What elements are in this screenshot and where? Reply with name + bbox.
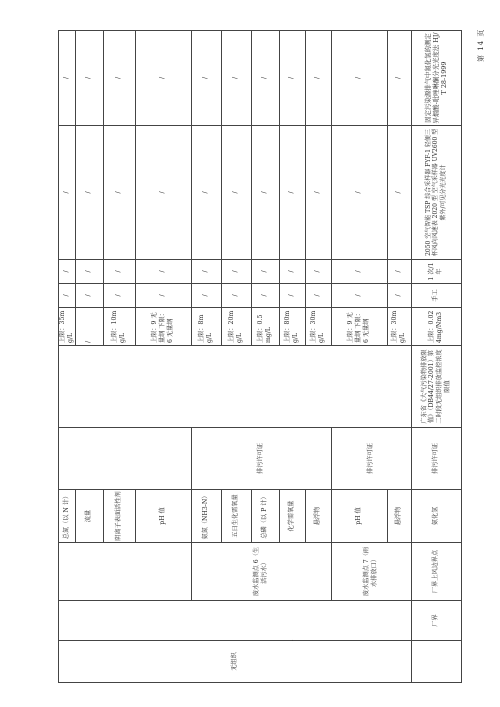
license-cell <box>59 428 192 490</box>
mode-cell: / <box>135 284 191 308</box>
freq-cell: / <box>305 260 331 284</box>
item-cell: 氨化氢 <box>411 490 461 543</box>
method-cell: / <box>191 31 221 126</box>
freq-cell: / <box>279 260 305 284</box>
item-cell: 悬浮物 <box>305 490 331 543</box>
point-cell: 废水监测点 7（雨水排放口） <box>331 543 411 601</box>
item-cell: 化学需氧量 <box>279 490 305 543</box>
mode-cell: / <box>387 284 411 308</box>
device-cell: / <box>387 126 411 260</box>
item-cell: pH 值 <box>135 490 191 543</box>
mode-cell: / <box>279 284 305 308</box>
device-cell: / <box>279 126 305 260</box>
method-cell: / <box>221 31 251 126</box>
device-cell: / <box>305 126 331 260</box>
freq-cell: / <box>251 260 279 284</box>
footer-label: 无组织 <box>59 641 412 683</box>
method-cell: / <box>387 31 411 126</box>
device-cell: / <box>191 126 221 260</box>
mode-cell: / <box>251 284 279 308</box>
method-cell: / <box>305 31 331 126</box>
freq-cell: / <box>191 260 221 284</box>
mode-cell: 手工 <box>411 284 461 308</box>
limit-cell: 上限：80mg/L <box>279 308 305 346</box>
unit-cell <box>59 601 412 641</box>
mode-cell: / <box>305 284 331 308</box>
limit-cell: 上限：9 无量纲 下限：6 无量纲 <box>135 308 191 346</box>
unit-cell: 厂界 <box>411 601 461 641</box>
point-cell: 废水监测点 6（生活污水） <box>191 543 331 601</box>
std-cell: 广东省《大气污染物排放限值》（DB44/27-2001）第二时段无组织排放监控浓度限值 <box>411 346 461 428</box>
method-cell: / <box>251 31 279 126</box>
limit-cell: 上限：35mg/L <box>59 308 76 346</box>
item-cell: 阴离子表面活性剂 <box>103 490 135 543</box>
mode-cell: / <box>331 284 387 308</box>
freq-cell: / <box>75 260 103 284</box>
std-cell <box>59 346 412 428</box>
monitoring-table <box>58 30 462 683</box>
limit-cell: 上限：0.024mg/Nm3 <box>411 308 461 346</box>
device-cell: / <box>331 126 387 260</box>
method-cell: / <box>331 31 387 126</box>
item-cell: 五日生化需氧量 <box>221 490 251 543</box>
mode-cell: / <box>221 284 251 308</box>
license-cell: 排污许可证 <box>191 428 331 490</box>
method-cell: / <box>75 31 103 126</box>
footer-label-cell <box>411 641 461 683</box>
license-cell: 排污许可证 <box>411 428 461 490</box>
device-cell: / <box>59 126 76 260</box>
device-cell: / <box>135 126 191 260</box>
freq-cell: / <box>135 260 191 284</box>
method-cell: / <box>135 31 191 126</box>
limit-cell: 上限：30mg/L <box>387 308 411 346</box>
item-cell: 悬浮物 <box>387 490 411 543</box>
item-cell: 氨氮（NH3-N） <box>191 490 221 543</box>
limit-cell: 上限：10mg/L <box>103 308 135 346</box>
limit-cell: 上限：30mg/L <box>305 308 331 346</box>
page-number: 第 14 页 <box>477 28 485 62</box>
table-row <box>411 31 461 683</box>
limit-cell: 上限：0.5mg/L <box>251 308 279 346</box>
device-cell: 2050 空气智能 TSP 综合采样器 FYF-1 轻便三杯风向风速表 2020 型 空气采样器 UV2600 型 紫外/可见分光光度计 <box>411 126 461 260</box>
limit-cell: 上限：9 无量纲 下限：6 无量纲 <box>331 308 387 346</box>
device-cell: / <box>75 126 103 260</box>
freq-cell: 1 次/1 年 <box>411 260 461 284</box>
mode-cell: / <box>103 284 135 308</box>
item-cell: 流量 <box>75 490 103 543</box>
point-cell: 厂界上风边界点 <box>411 543 461 601</box>
mode-cell: / <box>191 284 221 308</box>
license-cell: 排污许可证 <box>331 428 411 490</box>
item-cell: 总氮（以 N 计） <box>59 490 76 543</box>
device-cell: / <box>221 126 251 260</box>
mode-cell: / <box>75 284 103 308</box>
mode-cell: / <box>59 284 76 308</box>
freq-cell: / <box>103 260 135 284</box>
freq-cell: / <box>331 260 387 284</box>
item-cell: 总磷（以 P 计） <box>251 490 279 543</box>
stray-mark: · <box>290 639 296 641</box>
point-cell <box>59 543 192 601</box>
method-cell: / <box>103 31 135 126</box>
method-cell: / <box>59 31 76 126</box>
method-cell: 固定污染源排气中氮化氢的测定 异烟酸-吡唑啉酮分光光度法 HJ/T 28-1999 <box>411 31 461 126</box>
freq-cell: / <box>59 260 76 284</box>
device-cell: / <box>103 126 135 260</box>
method-cell: / <box>279 31 305 126</box>
limit-cell: / <box>75 308 103 346</box>
freq-cell: / <box>221 260 251 284</box>
item-cell: pH 值 <box>331 490 387 543</box>
freq-cell: / <box>387 260 411 284</box>
device-cell: / <box>251 126 279 260</box>
table-row <box>59 31 76 683</box>
limit-cell: 上限：8mg/L <box>191 308 221 346</box>
limit-cell: 上限：20mg/L <box>221 308 251 346</box>
